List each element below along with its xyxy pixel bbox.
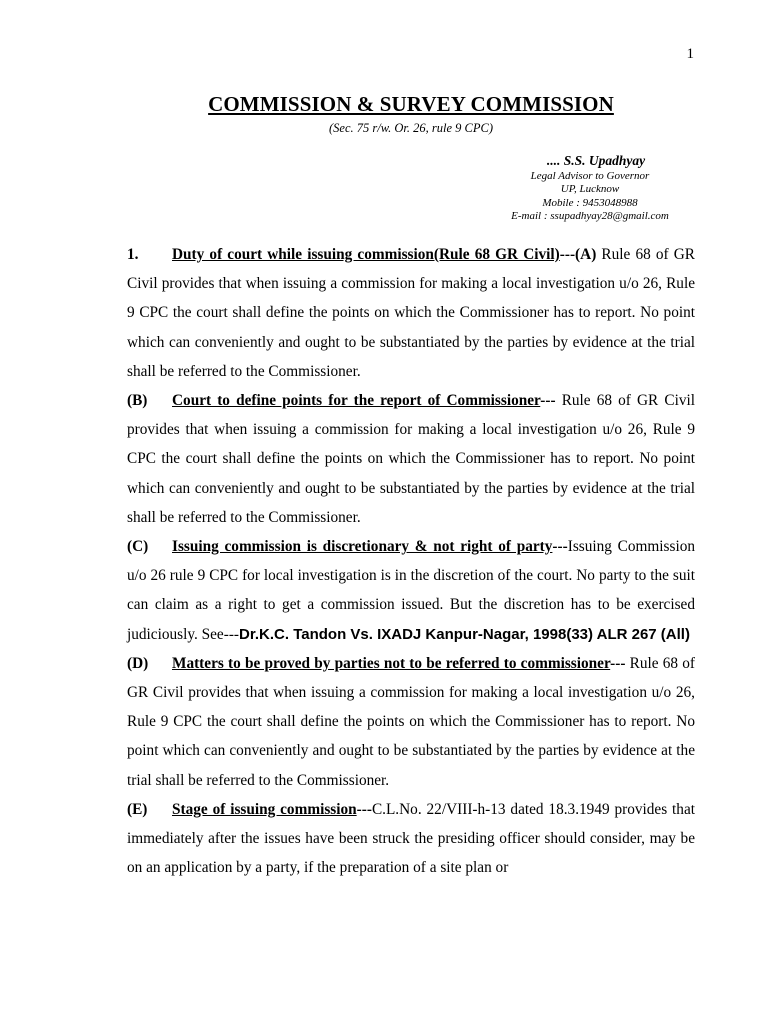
section-d-separator: --- — [610, 654, 626, 672]
section-d — [127, 649, 695, 795]
author-block — [500, 154, 680, 224]
section-b-separator: --- — [540, 392, 556, 410]
author-location: UP, Lucknow — [560, 183, 620, 195]
section-d-text: Rule 68 of GR Civil provides that when issuing a commission for making a local investigation u/o 26, Rule 9 CPC the court shall define the points on which the Commissioner has to report. No point which can conveniently and ought to be substantiated by the parties by evidence at the trial shall be referred to the Commissioner. — [127, 654, 695, 789]
document-subtitle: (Sec. 75 r/w. Or. 26, rule 9 CPC) — [329, 121, 493, 135]
page-number: 1 — [686, 46, 694, 62]
section-b-text: Rule 68 of GR Civil provides that when issuing a commission for making a local investigation u/o 26, Rule 9 CPC the court shall define the points on which the Commissioner has to report. No point which can conveniently and ought to be substantiated by the parties by evidence at the trial shall be referred to the Commissioner. — [127, 392, 695, 526]
section-1-text: Rule 68 of GR Civil provides that when issuing a commission for making a local investigation u/o 26, Rule 9 CPC the court shall define the points on which the Commissioner has to report. No point which can conveniently and ought to be substantiated by the parties by evidence at the trial shall be referred to the Commissioner. — [127, 246, 695, 380]
section-c-citation: Dr.K.C. Tandon Vs. IXADJ Kanpur-Nagar, 1998(33) ALR 267 (All) — [239, 625, 690, 643]
section-e — [127, 795, 695, 883]
section-c-text: Issuing Commission u/o 26 rule 9 CPC for local investigation is in the discretion of the court. No party to the suit can claim as a right to get a commission issued. But the discretion has to be exercised judiciously. See--- — [127, 538, 695, 643]
section-c-separator: --- — [552, 538, 568, 556]
section-1-label: 1. — [127, 246, 139, 263]
section-e-heading: Stage of issuing commission — [172, 800, 357, 818]
section-d-heading: Matters to be proved by parties not to be referred to commissioner — [172, 654, 611, 672]
section-e-separator: --- — [356, 800, 372, 818]
author-email: E-mail : ssupadhyay28@gmail.com — [511, 210, 669, 222]
section-c-label: (C) — [127, 538, 149, 556]
section-b-label: (B) — [127, 392, 148, 410]
section-c — [127, 532, 695, 649]
author-role: Legal Advisor to Governor — [530, 169, 650, 182]
author-mobile: Mobile : 9453048988 — [542, 196, 638, 209]
section-b-heading: Court to define points for the report of Commissioner — [172, 392, 541, 410]
section-d-label: (D) — [127, 654, 149, 672]
section-1-heading: Duty of court while issuing commission(Rule 68 GR Civil) — [172, 246, 560, 263]
section-e-text: C.L.No. 22/VIII-h-13 dated 18.3.1949 provides that immediately after the issues have been struck the presiding officer should consider, may be on an application by a party, if the preparation of a site plan or — [127, 800, 695, 877]
document-body — [127, 240, 695, 882]
section-1-separator: ---(A) — [559, 246, 597, 263]
section-e-label: (E) — [127, 800, 148, 818]
section-c-heading: Issuing commission is discretionary & not right of party — [172, 538, 553, 556]
author-name: .... S.S. Upadhyay — [546, 153, 646, 168]
section-b — [127, 386, 695, 532]
section-1 — [127, 240, 695, 386]
document-title: COMMISSION & SURVEY COMMISSION — [208, 92, 614, 116]
